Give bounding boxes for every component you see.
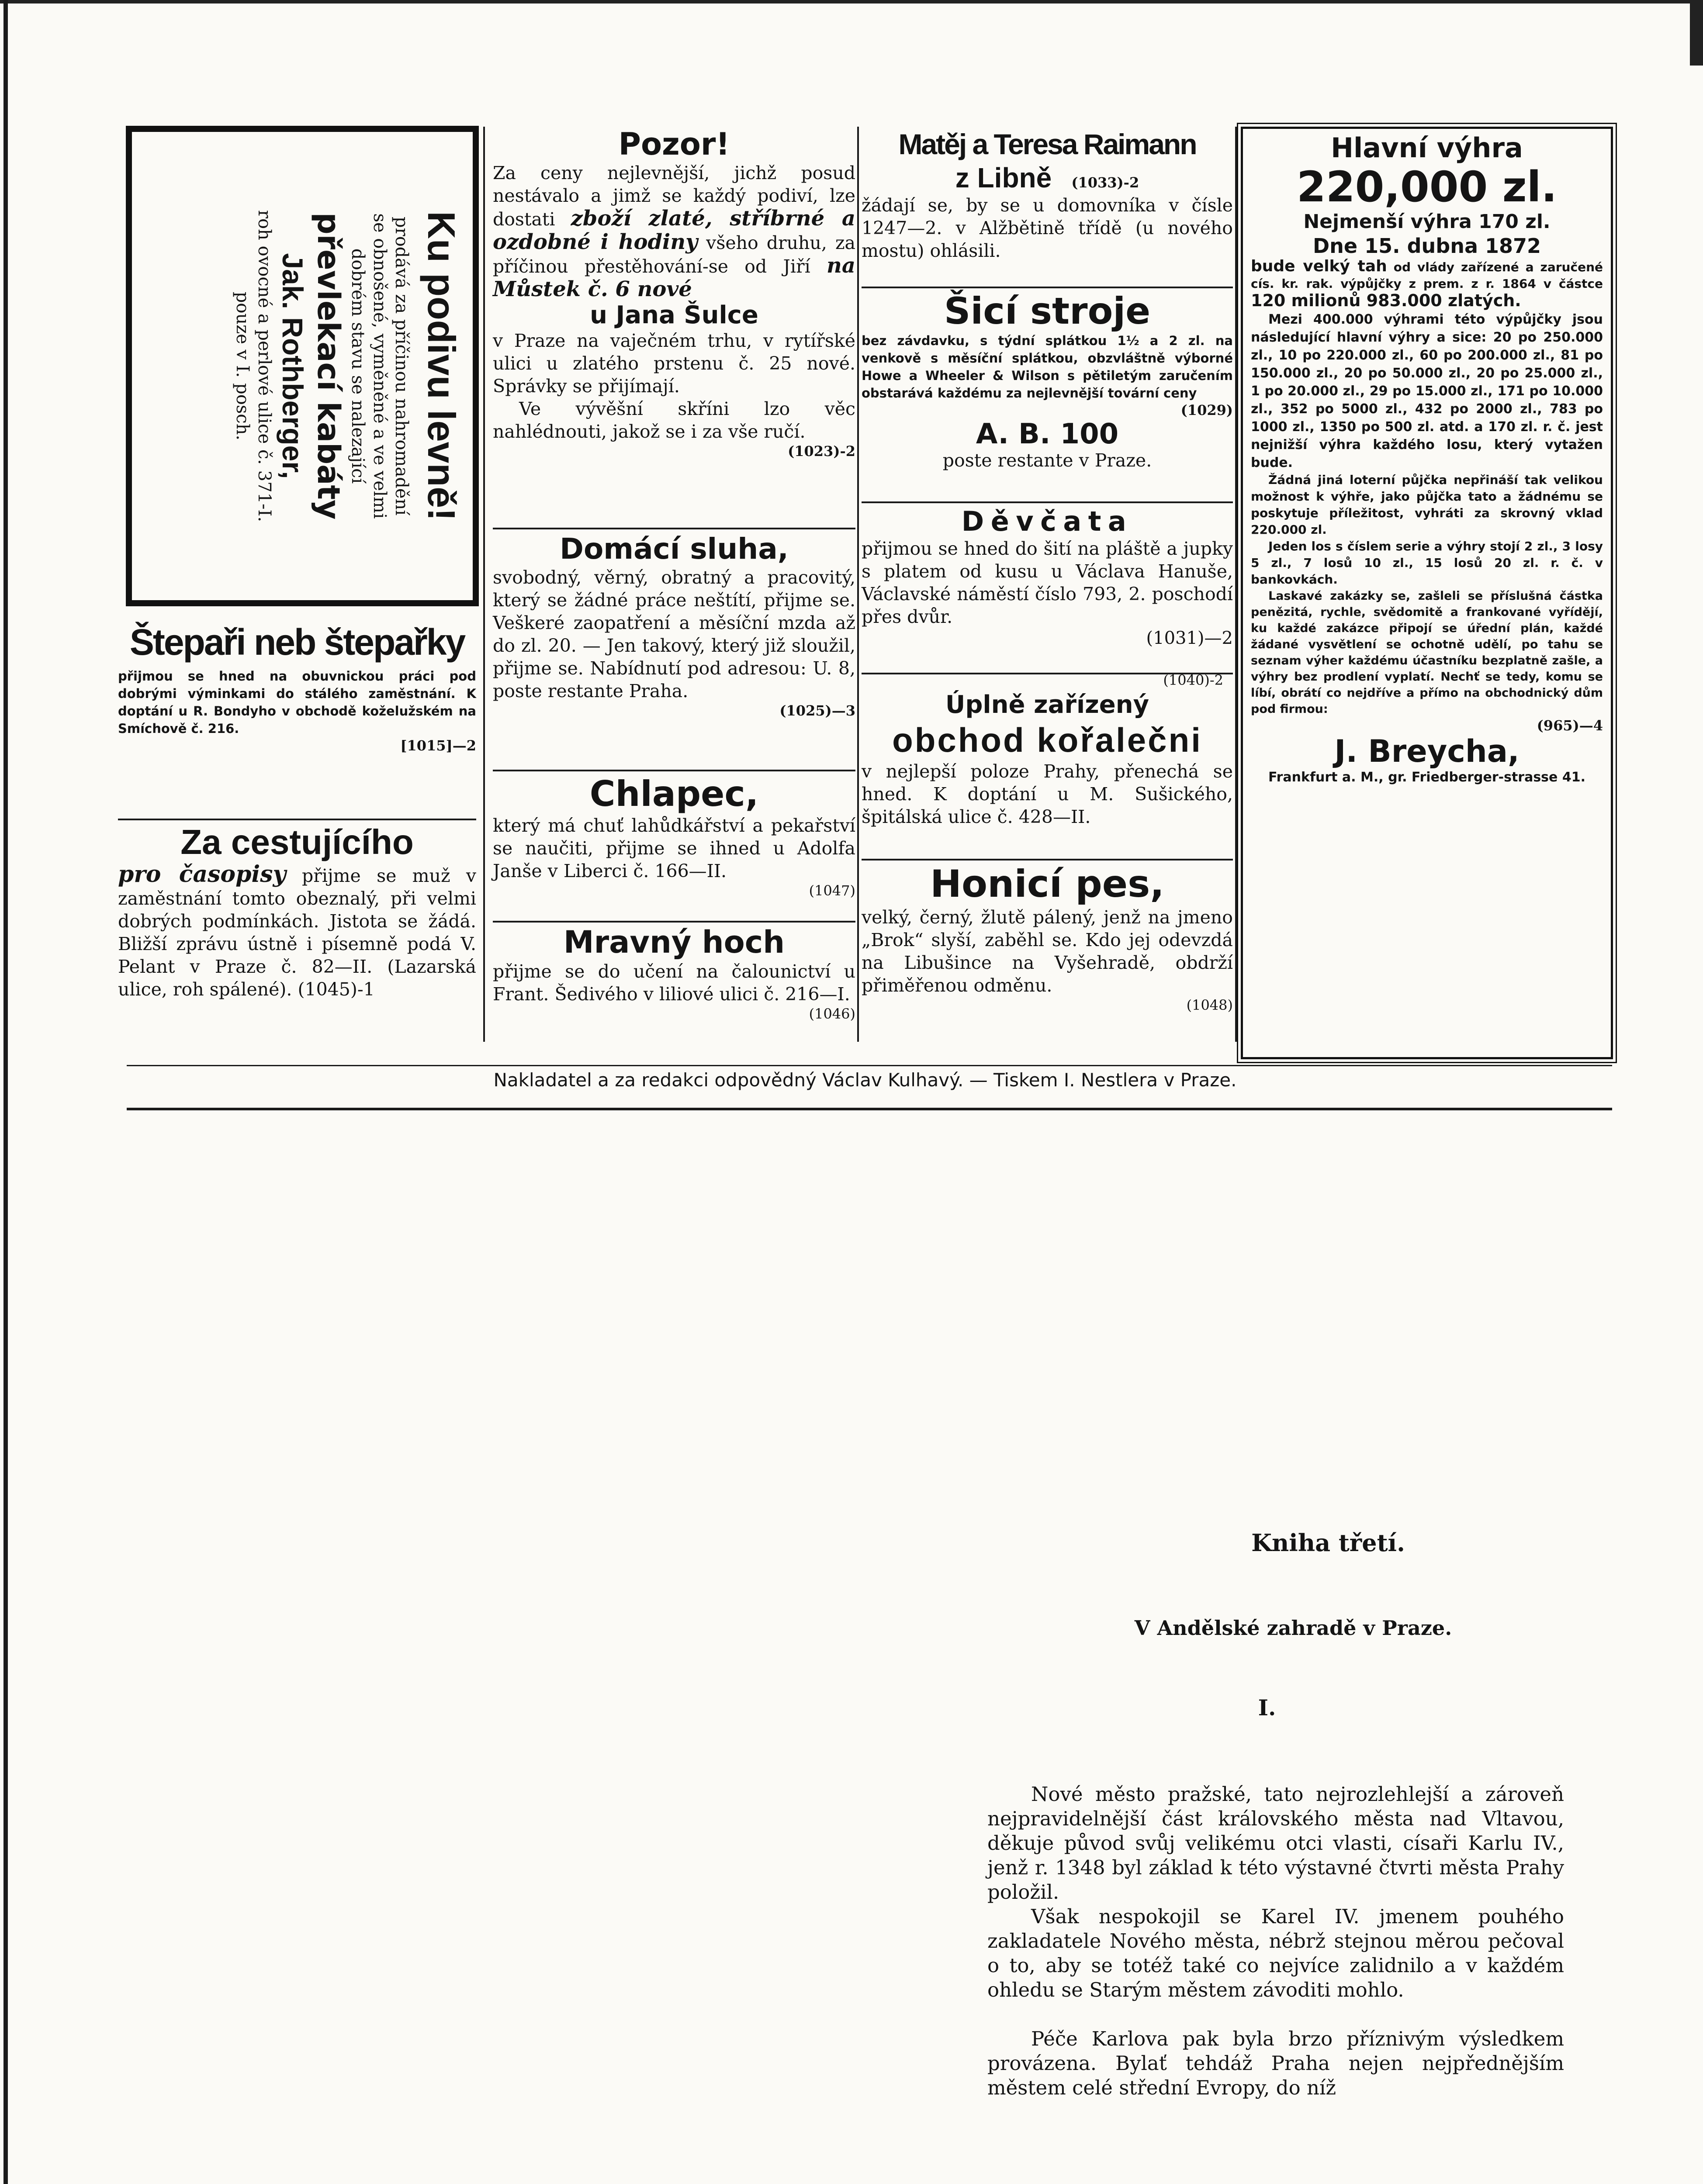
- ad-pozor-title: Pozor!: [618, 126, 730, 162]
- ad-vyhra-title: Hlavní výhra: [1331, 132, 1523, 164]
- ad-chlapec-ref: (1047): [809, 882, 855, 899]
- ad-devcata: [862, 506, 1233, 648]
- ad-pozor-body: [493, 162, 855, 301]
- ad-vyhra-ref: (965)—4: [1537, 717, 1603, 734]
- ad-devcata-ref: (1031)—2: [1146, 628, 1233, 648]
- ad-pozor-ref: (1023)-2: [788, 443, 855, 460]
- ad-sluha: [493, 532, 855, 719]
- ad-vyhra-text1: od vlády zařízené a zaručené cís. kr. rak. výpůjčky z prem. z r. 1864 v částce: [1251, 260, 1603, 291]
- ad-ku-podivu-title: Ku podivu levně!: [420, 211, 463, 521]
- ad-pozor: [493, 127, 855, 460]
- ad-pozor-text4: Ve vývěšní skříni lzo věc nahlédnouti, jakož se i za vše ručí.: [493, 398, 855, 442]
- ad-stepari-text: přijmou se hned na obuvnickou práci pod dobrými výminkami do stálého zaměstnání. K doptání u R. Bondyho v obchodě koželužském na Smíchově č. 216.: [118, 669, 476, 736]
- ad-stroje-code2: poste restante v Praze.: [942, 450, 1152, 471]
- ad-pozor-em1: zboží zlaté, stříbrné a ozdobné i hodiny: [493, 206, 855, 254]
- ad-separator: [493, 770, 855, 771]
- ad-vyhra-text3: Žádná jiná loterní půjčka nepřináší tak velikou možnost k výhře, jako půjčka tato a žádnému se poskytuje příležitost, vyhráti za skrovný vklad 220.000 zl.: [1251, 473, 1603, 537]
- ad-ku-podivu-line7: pouze v I. posch.: [232, 291, 253, 441]
- ad-ku-podivu-line4: převlekací kabáty: [311, 212, 346, 520]
- ad-separator: [118, 819, 476, 820]
- ad-separator: [862, 501, 1233, 503]
- ad-ku-podivu-line5: Jak. Rothberger,: [277, 253, 309, 479]
- ad-cestujici-ref: (1045)-1: [298, 979, 375, 1000]
- ad-hoch: [493, 924, 855, 1022]
- ad-ku-podivu: [126, 126, 479, 606]
- ad-stroje-ref: (1029): [1180, 402, 1233, 418]
- chapter-title: V Andělské zahradě v Praze.: [1134, 1616, 1452, 1640]
- ad-ku-podivu-line3: dobrém stavu se nalezající: [348, 248, 368, 484]
- ad-devcata-title: Děvčata: [961, 505, 1133, 537]
- ad-sluha-text: svobodný, věrný, obratný a pracovitý, který se žádné práce neštítí, přijme se. Veškeré zaopatření a měsíční mzda až do zl. 20. — Jen takový, který již sloužil, přijme se. Nabídnutí pod adresou: U. 8, poste restante Praha.: [493, 567, 855, 702]
- ad-hoch-title: Mravný hoch: [563, 924, 785, 960]
- ad-stroje-title: Šicí stroje: [944, 290, 1151, 332]
- ad-stroje-text: bez závdavku, s týdní splátkou 1½ a 2 zl. na venkově s měsíční splátkou, obzvláštně výborné Howe a Wheeler & Wilson s pětiletým zaručením obstarává každému za nejlevnější tovární ceny: [862, 333, 1233, 401]
- ad-stroje-code: A. B. 100: [976, 418, 1119, 450]
- ad-separator: [862, 859, 1233, 860]
- ad-pes-ref: (1048): [1186, 997, 1233, 1013]
- ad-stepari-title: Štepaři neb štepařky: [129, 622, 465, 663]
- ad-raimann: [862, 127, 1233, 262]
- ad-vyhra-date: Dne 15. dubna 1872: [1312, 234, 1541, 258]
- ad-pozor-em2: na Můstek č. 6 nové: [493, 253, 855, 301]
- ad-cestujici-text: přijme se muž v zaměstnání tomto obeznalý, při velmi dobrých podmínkách. Jistota se žádá. Bližší zprávu ústně i písemně podá V. Pelant v Praze č. 82—II. (Lazarská ulice, roh spálené).: [118, 865, 476, 1000]
- ad-chlapec: [493, 774, 855, 899]
- column-rule-2: [857, 127, 859, 1042]
- ad-vyhra-min: Nejmenší výhra 170 zl.: [1303, 211, 1551, 233]
- ad-ku-podivu-line6: roh ovocné a perlové ulice č. 371-I.: [254, 210, 274, 522]
- ad-raimann-ref: (1033)-2: [1071, 174, 1139, 191]
- book-title: Kniha třetí.: [1251, 1529, 1405, 1557]
- ad-chlapec-title: Chlapec,: [589, 774, 759, 814]
- ad-pozor-name: u Jana Šulce: [590, 301, 758, 329]
- ad-obchod: [862, 690, 1233, 828]
- ad-sluha-ref: (1025)—3: [779, 702, 855, 719]
- ad-vyhra-para1: [1251, 258, 1603, 311]
- page-edge-corner: [1690, 0, 1703, 66]
- page-edge-top: [0, 0, 1703, 3]
- ad-ku-podivu-line1: prodává za příčinou nahromadění: [391, 216, 412, 516]
- ad-vyhra-firm: J. Breycha,: [1334, 733, 1520, 769]
- ad-cestujici-body: [118, 863, 476, 1001]
- ad-separator: [493, 528, 855, 529]
- paragraph-1: Nové město pražské, tato nejrozlehlejší a zároveň nejpravidelnější část královského města nad Vltavou, děkuje původ svůj velikému otci vlasti, císaři Karlu IV., jenž r. 1348 byl základ k této výstavné čtvrti města Prahy položil.: [987, 1783, 1564, 1904]
- ad-devcata-text: přijmou se hned do šití na pláště a jupky s platem od kusu u Václava Hanuše, Václavské náměstí číslo 793, 2. poschodí přes dvůr.: [862, 538, 1233, 627]
- ad-pes: [862, 862, 1233, 1013]
- paragraph-3: Péče Karlova pak byla brzo příznivým výsledkem provázena. Bylať tehdáž Praha nejen nejpřednějším městem celé střední Evropy, do níž: [987, 2027, 1564, 2099]
- page-edge-left: [3, 0, 8, 2184]
- ad-raimann-text: žádají se, by se u domovníka v čísle 1247—2. v Alžbětině třídě (u nového mostu) ohlásili.: [862, 195, 1233, 261]
- ad-separator: [862, 287, 1233, 288]
- ad-vyhra-text1b: 120 milionů 983.000 zlatých.: [1251, 291, 1521, 310]
- ad-cestujici: [118, 821, 476, 1001]
- ad-obchod-title1: Úplně zařízený: [945, 691, 1149, 719]
- ad-devcata-ref2: (1040)-2: [1163, 672, 1223, 688]
- ad-cestujici-title: Za cestujícího: [180, 822, 414, 861]
- ad-stroje: [862, 290, 1233, 471]
- ad-obchod-text: v nejlepší poloze Prahy, přenechá se hned. K doptání u M. Sušického, špitálská ulice č. 428—II.: [862, 761, 1233, 827]
- ad-vyhra-text2: Mezi 400.000 výhrami této výpůjčky jsou následující hlavní výhry a sice: 20 po 250.000 zl., 10 po 220.000 zl., 60 po 200.000 zl., 81 po 150.000 zl., 20 po 50.000 zl., 20 po 25.000 zl., 1 po 20.000 zl., 29 po 15.000 zl., 171 po 10.000 zl., 352 po 5000 zl., 432 po 2000 zl., 783 po 1000 zl., 1350 po 500 zl. atd. a 170 zl. r. č. jest nejnižší výhra každého losu, který vytažen bude.: [1251, 312, 1603, 470]
- ad-obchod-title2: obchod kořalečni: [892, 721, 1202, 759]
- column-rule-3: [1235, 127, 1237, 1042]
- ad-vyhra-address: Frankfurt a. M., gr. Friedberger-strasse 41.: [1268, 770, 1585, 785]
- ad-sluha-title: Domácí sluha,: [560, 532, 789, 566]
- ad-pozor-text3: v Praze na vaječném trhu, v rytířské ulici u zlatého prstenu č. 25 nové. Správky se přijímají.: [493, 330, 855, 397]
- ad-vyhra-text4: Jeden los s číslem serie a výhry stojí 2 zl., 3 losy 5 zl., 7 losů 10 zl., 15 losů 20 zl. r. č. v bankovkách.: [1251, 539, 1603, 587]
- imprint-rule-top: [127, 1065, 1612, 1066]
- ad-pes-text: velký, černý, žlutě pálený, jenž na jmeno „Brok“ slyší, zaběhl se. Kdo jej odevzdá na Libušince na Vyšehradě, obdrží přiměřenou odměnu.: [862, 907, 1233, 996]
- imprint: Nakladatel a za redakci odpovědný Václav Kulhavý. — Tiskem I. Nestlera v Praze.: [493, 1069, 1237, 1091]
- chapter-number: I.: [1258, 1695, 1276, 1721]
- ad-pozor-text2: všeho druhu, za příčinou přestěhování-se od Jiří: [493, 232, 855, 277]
- ad-vyhra-amount: 220,000 zl.: [1297, 162, 1557, 211]
- ad-vyhra: [1241, 127, 1613, 1059]
- ad-cestujici-subtitle: pro časopisy: [118, 861, 286, 888]
- ad-hoch-text: přijme se do učení na čalounictví u Frant. Šedivého v liliové ulici č. 216—I.: [493, 961, 855, 1005]
- ad-raimann-subtitle: z Libně: [955, 162, 1052, 194]
- imprint-rule-bottom: [127, 1108, 1612, 1110]
- ad-stepari: [118, 620, 476, 754]
- column-rule-1: [483, 127, 485, 1042]
- ad-separator: [493, 921, 855, 923]
- ad-chlapec-text: který má chuť lahůdkářství a pekařství se naučiti, přijme se ihned u Adolfa Janše v Liberci č. 166—II.: [493, 815, 855, 881]
- ad-pozor-text1: Za ceny nejlevnější, jichž posud nestávalo a jimž se každý podiví, lze dostati: [493, 162, 855, 230]
- ad-raimann-subline: [862, 162, 1233, 194]
- ad-stepari-ref: [1015]—2: [400, 737, 476, 754]
- ad-pes-title: Honicí pes,: [930, 862, 1164, 906]
- ad-raimann-title: Matěj a Teresa Raimann: [898, 128, 1196, 160]
- ad-ku-podivu-line2: se obnošené, vyměněné a ve velmi: [370, 213, 390, 519]
- ad-vyhra-lead: bude velký tah: [1251, 257, 1387, 275]
- paragraph-2: Však nespokojil se Karel IV. jmenem pouhého zakladatele Nového města, nébrž stejnou měrou pečoval o to, aby se totéž také co nejvíce zalidnilo a v každém ohledu se Starým městem závoditi mohlo.: [987, 1905, 1564, 2001]
- ad-hoch-ref: (1046): [809, 1006, 855, 1022]
- ad-vyhra-text5: Laskavé zakázky se, zašleli se příslušná částka penězitá, rychle, svědomitě a frankované vyřídějí, ku každé zakázce připojí se úřední plán, každé žádané vysvětlení se ochotně udělí, po tahu se seznam výher každému účastníku bezplatně zašle, a výhry bez prodlení vyplatí. Nechť se tedy, komu se líbí, obrátí co nejdříve a přímo na obchodnický dům pod firmou:: [1251, 589, 1603, 716]
